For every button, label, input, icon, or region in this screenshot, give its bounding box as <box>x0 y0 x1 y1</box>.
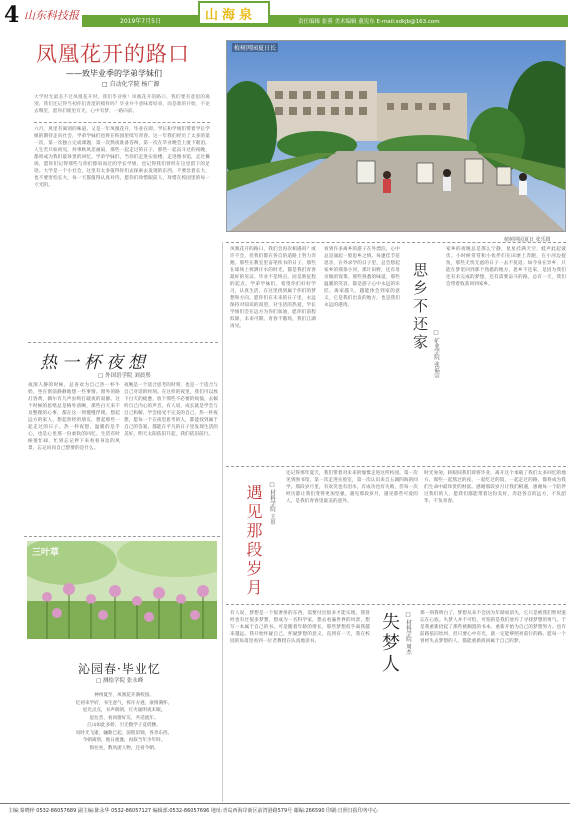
column-rule <box>222 242 223 802</box>
mid-top-divider <box>226 242 566 243</box>
mid-article-col3: 家乡的夜晚总是那么宁静，星星挂满天空，蛙声此起彼伏。小时候常常和小伙伴们在田埂上奔跑，在小河边捉鱼，那些无忧无虑的日子一去不复返。如今身在异乡，只能在梦里回到那个熟悉的地方。思乡不还家，是因为我们还有未完成的梦想，还有需要奋斗的路。总有一天，我们会带着收获回到家乡。 <box>446 247 566 287</box>
main-article-author: □ 自动化学院 杨广源 <box>102 81 160 88</box>
masthead <box>0 0 570 28</box>
photo-caption: 植树网园夏日 张乐摄 <box>504 237 551 243</box>
campus-photo-image <box>227 41 566 232</box>
calli-article-col1: 夜深人静的时候，总喜欢为自己热一杯牛奶，坐在窗前静静地想一些事情。窗外的路灯昏黄，偶尔有几声虫鸣打破夜的寂静。这个时候的思绪总是格外清晰，那些白天来不及整理的心事，都在这一刻慢慢浮现。想起远方的家人，想起曾经的朋友，想起那些一起走过的日子。热一杯夜想，温暖的是手心，也是心里那一份柔软的回忆。生活有时候很忙碌，忙到忘记停下来看看身边的风景，忘记问问自己想要的是什么。 <box>28 383 120 451</box>
missing-article-col1: 有人说，梦想是一个很奢侈的东西，需要付出很多才能实现。我曾经也有过很多梦想，想成为一名科学家，想去看遍世界的风景，想写一本属于自己的书。可是随着年龄的增长，那些梦想似乎离我越来越远。我开始怀疑自己，怀疑梦想的意义，直到有一天，我在校园的角落里看到一位老教授在认真地读书。 <box>230 611 370 644</box>
intro-divider <box>34 122 210 123</box>
poem-line: 江山如此多娇，引无数学子竞折腰。 <box>87 723 161 728</box>
campus-photo <box>226 40 566 232</box>
calli-article-col2: 夜晚是一个适合思考的时刻，也是一个适合与自己对话的时刻。在这样的夜里，我们可以放下白天的疲惫，放下那些不必要的烦恼，去倾听自己内心的声音。有人说，成长就是学会与自己和解，学会接受不完美的自己。热一杯夜想，愿每一个在夜里思考的人，都能找到属于自己的答案，都能在平凡的日子里发现生活的美好。明天太阳依旧升起，我们依旧前行。 <box>124 383 218 437</box>
footer-info: 主编:秦晓梓 0532-86057689 副主编:陈永华 0532-86057127 编辑部:0532-86057696 地址:青岛西海岸新区前湾港路579号 邮编:266590 印刷:日照日报印务中心 <box>8 808 378 814</box>
poem-line: 星光点点，书声朗朗，灯火通明夜未眠。 <box>82 708 166 713</box>
mid-article-title: 思乡不还家 <box>411 262 429 352</box>
editor-info: 责任编辑 张蓉 美术编辑 董宪东 E-mail:sdkjb@163.com <box>298 19 440 25</box>
calli-article-author: □ 外国语学院 刘晨彤 <box>98 373 151 379</box>
poem-author: □ 测绘学院 张永峰 <box>96 678 144 684</box>
paper-name: 山东科技报 <box>24 9 79 22</box>
missing-article-title: 失梦人 <box>379 612 400 675</box>
page-number: 4 <box>4 2 20 28</box>
poem-line: 叹时光飞逝，骊歌已起，前程似锦，各奔东西。 <box>75 730 173 736</box>
mid-article-col2: 看到许多离乡的游子在外漂泊，心中总是涌起一股思乡之情。每逢佳节倍思亲，在外求学的日子里，总会想起家乡的那条小河，那片田野，还有母亲做的饭菜。那些熟悉的味道，那些温暖的笑容，都是游子心中永远的牵挂。离家越久，越能体会到家的意义，它是我们出发的地方，也是我们永远的港湾。 <box>324 247 400 308</box>
section-name: 山海泉 <box>205 8 257 23</box>
poem-line: 忆初来学府，书生意气，挥斥方遒，豪情满怀。 <box>75 700 173 706</box>
encounter-article-author: □ 材料学院 王景 <box>269 482 275 525</box>
main-article-subtitle: ——致毕业季的学弟学妹们 <box>66 69 162 78</box>
missing-top-divider <box>226 604 566 605</box>
poem-line: 俱往矣，数风流人物，还看今朝。 <box>89 745 159 751</box>
main-article-col1: 六月，风里有离别的味道，又是一年凤凰花开，毕业在即。学长和学姐们带着学长学姐的期待走向社会，学弟学妹们也将在校园里续写青春。这一年我们经历了太多的第一次，第一次独立完成课题，第一次熬夜准备答辩，第一次在毕业晚会上流下眼泪。人生若只如初见，何事秋风悲画扇，那些一起走过的日子，那些一起奋斗过的夜晚，都将成为我们最珍贵的回忆。学弟学妹们，当你们走进实验楼，走进图书馆，走过操场，愿你们记得那些与你们擦肩而过的学长学姐，也记得我们曾经在这里留下的足迹。大学是一个小社会，这里有太多值得你们去探索去发现的东西，不要急着长大，也不要害怕长大，每一天都值得认真对待。愿你们珍惜眼前人，珍惜在校园里的每一寸光阴。 <box>34 127 210 188</box>
footer-rule <box>0 803 570 804</box>
encounter-article-col2: 时光匆匆，转眼间我们即将毕业，离开这个承载了我们太多回忆的地方。那些一起熬过的夜，一起吃过的饭，一起走过的路，都将成为我们生命中最珍贵的财富。感谢那段岁月让我们相遇，感谢每一个陪伴过我们的人，愿我们都能带着这份美好，奔赴各自的远方，不负韶华，不负青春。 <box>424 471 566 504</box>
main-article-title: 凤凰花开的路口 <box>36 42 190 66</box>
poem-top-divider <box>24 536 220 537</box>
issue-date: 2019年7月5日 <box>120 18 161 25</box>
main-article-intro: 大学时光最美不过凤凰花开时，我们毕业啦！凤凰花开的路口，我们要有意思的离别，我们还记得当初你们青涩的模样吗？毕业并不意味着结束，而是新的开始，不论去哪里，愿你们眼里有光，心中有梦，一路向前。 <box>34 95 210 114</box>
missing-article-col2: 那一刻我明白了，梦想从来不会因为年龄而消失，它只是被我们暂时遗忘在心底。失梦人并不可怕，可怕的是我们放弃了寻找梦想的勇气。于是我重新拾起了那些被搁置的书本，重新开始为自己的梦想努力。也许前路依旧坎坷，但只要心中有光，就一定能够照亮前行的路。愿每一个曾经失去梦想的人，都能重新找回属于自己的梦。 <box>420 611 566 644</box>
mid-article-author: □ 矿业学院 张福宗 <box>433 330 439 378</box>
missing-article-author: □ 材料学院 周杰 <box>405 612 411 655</box>
photo-label: 植树网园夏日长 <box>234 45 277 52</box>
encounter-article-col1: 还记得那年夏天，我们带着对未来的憧憬走进这所校园。第一次见到图书馆，第一次走进实验室，第一次认识来自五湖四海的同学。那段岁月里，有欢笑也有泪水，有成功也有失败，但每一次经历都让我们变得更加坚强。遇见那段岁月，遇见那些可爱的人，是我们青春里最美的意外。 <box>286 471 418 504</box>
encounter-article-title: 遇见那段岁月 <box>244 484 263 598</box>
poem-line: 神州夏至，凤凰花开满校园。 <box>94 693 154 698</box>
poem-photo-label: 三叶草 <box>32 548 60 558</box>
calli-top-divider <box>28 342 218 343</box>
mid-article-col1: 凤凰花开的路口，我们会再次相遇吗？或许不会，但我们都在各自的道路上努力奔跑。那些在教室里奋笔疾书的日子，那些在球场上挥洒汗水的时光，都是我们青春最好的见证。毕业不是终点，而是新征程的起点。学弟学妹们，希望你们好好学习，认真生活，在这里找到属于你们的梦想和方向。愿你们在未来的日子里，永远保持对知识的渴望，对生活的热爱。学长学姐们会在远方为你们加油，愿你们前程似锦，未来可期。青春不散场，我们江湖再见。 <box>230 247 316 329</box>
calli-article-title: 热一杯夜想 <box>40 353 150 373</box>
encounter-top-divider <box>226 466 566 467</box>
poem-title: 沁园春·毕业忆 <box>78 662 161 676</box>
poem-body <box>36 692 212 752</box>
poem-line: 今朝离别，他日重逢，再叙当年少年时。 <box>82 738 166 743</box>
poem-line: 思往昔，看同窗好友，共话流年。 <box>89 715 159 721</box>
